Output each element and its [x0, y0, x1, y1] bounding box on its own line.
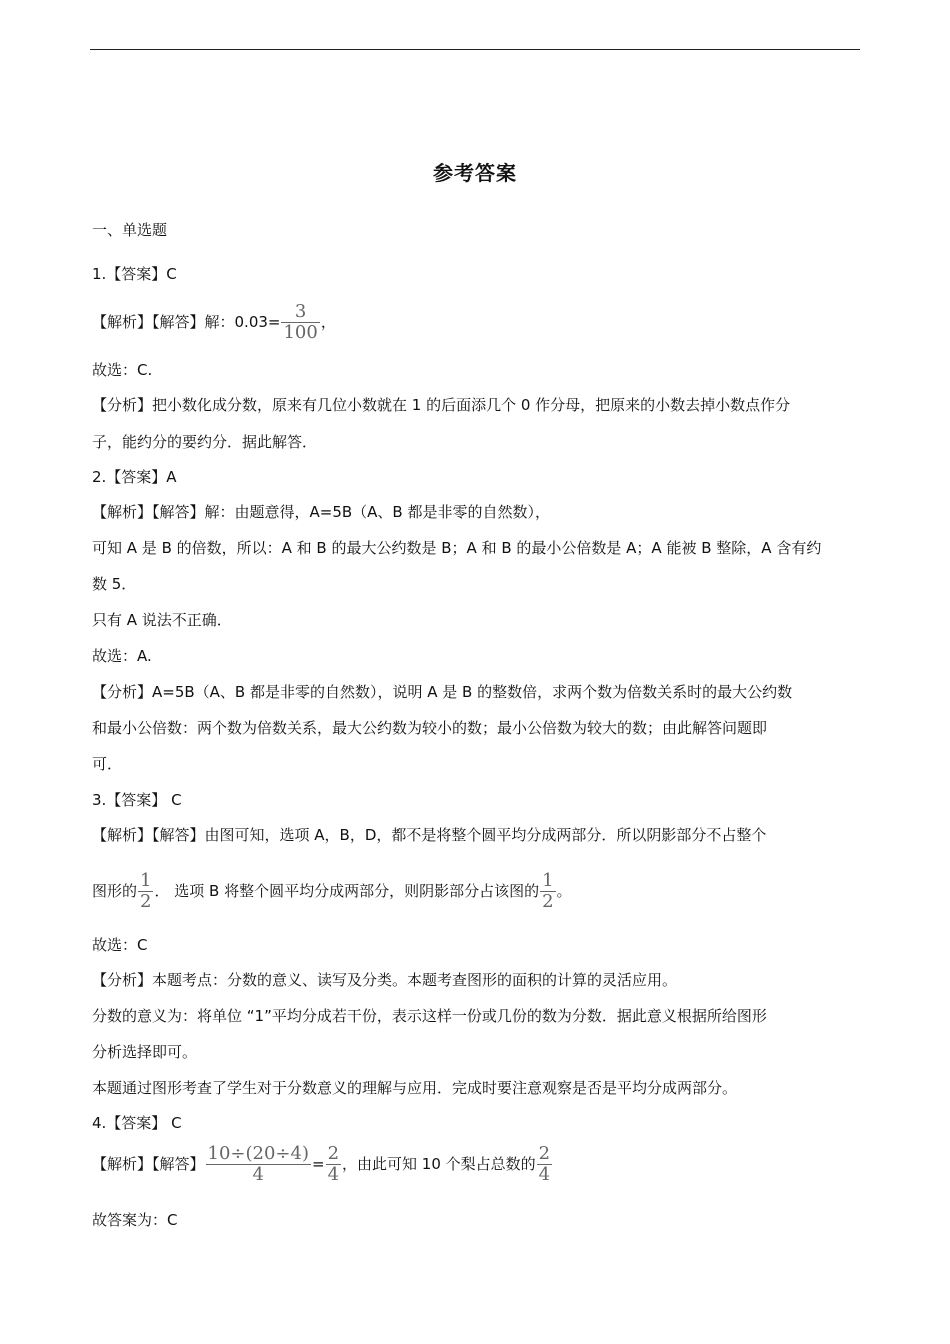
q4-fraction-3 [537, 1145, 552, 1184]
q4-analysis-mid: ，由此可知 10 个梨占总数的 [342, 1155, 536, 1173]
q4-fraction-1 [206, 1145, 311, 1184]
q1-frac-num: 3 [294, 301, 307, 322]
q4-analysis-prefix: 【解析】【解答】 [92, 1155, 205, 1173]
page-title: 参考答案 [433, 161, 517, 185]
q3-frac1-num: 1 [140, 870, 152, 891]
q3-fraction-1 [138, 872, 153, 911]
q3-explain-4: 本题通过图形考查了学生对于分数意义的理解与应用．完成时要注意观察是否是平均分成两部分。 [92, 1079, 738, 1097]
q4-eq: = [312, 1155, 325, 1173]
q3-analysis-2 [92, 872, 572, 911]
q3-explain-3: 分析选择即可。 [92, 1043, 198, 1061]
q4-frac3-den: 4 [538, 1164, 551, 1185]
q1-frac-den: 100 [283, 322, 318, 343]
q3-answer: 3.【答案】 C [92, 791, 182, 809]
q1-choose: 故选：C. [92, 361, 153, 379]
q3-choose: 故选：C [92, 936, 148, 954]
q4-answer: 4.【答案】 C [92, 1114, 182, 1132]
q2-answer: 2.【答案】A [92, 468, 177, 486]
q3-explain-1: 【分析】本题考点：分数的意义、读写及分类。本题考查图形的面积的计算的灵活应用。 [92, 971, 678, 989]
q3-frac2-num: 1 [542, 870, 554, 891]
q3-frac1-den: 2 [140, 891, 152, 912]
q3-analysis-2c: 。 [556, 882, 572, 900]
q4-frac2-num: 2 [327, 1143, 340, 1164]
q2-analysis-2: 可知 A 是 B 的倍数，所以：A 和 B 的最大公约数是 B；A 和 B 的最小公倍数是 A；A 能被 B 整除，A 含有约 [92, 539, 822, 557]
q3-frac2-den: 2 [542, 891, 554, 912]
q4-fraction-2 [326, 1145, 341, 1184]
q3-analysis-2a: 图形的 [92, 882, 138, 900]
q3-explain-2: 分数的意义为：将单位 “1”平均分成若干份，表示这样一份或几份的数为分数．据此意义根据所给图形 [92, 1007, 767, 1025]
q2-choose: 故选：A. [92, 647, 152, 665]
q1-analysis [92, 303, 336, 342]
q4-analysis [92, 1145, 553, 1184]
q2-analysis-4: 只有 A 说法不正确． [92, 611, 232, 629]
q3-analysis-1: 【解析】【解答】由图可知，选项 A，B，D，都不是将整个圆平均分成两部分．所以阴影部分不占整个 [92, 826, 767, 844]
q1-fraction [281, 303, 319, 342]
q2-explain-2: 和最小公倍数：两个数为倍数关系，最大公约数为较小的数；最小公倍数为较大的数；由此解答问题即 [92, 719, 768, 737]
q1-answer: 1.【答案】C [92, 265, 177, 283]
q1-analysis-prefix: 【解析】【解答】解：0.03= [92, 313, 281, 331]
q3-fraction-2 [540, 872, 555, 911]
q4-frac3-num: 2 [538, 1143, 551, 1164]
q2-explain-1: 【分析】A=5B（A、B 都是非零的自然数），说明 A 是 B 的整数倍，求两个数为倍数关系时的最大公约数 [92, 683, 793, 701]
q4-frac2-den: 4 [327, 1164, 340, 1185]
q4-choose: 故答案为：C [92, 1211, 178, 1229]
q2-analysis-3: 数 5． [92, 575, 137, 593]
q4-frac1-num: 10÷(20÷4) [207, 1143, 309, 1164]
q2-analysis-1: 【解析】【解答】解：由题意得，A=5B（A、B 都是非零的自然数）， [92, 503, 550, 521]
section-heading: 一、单选题 [92, 221, 168, 239]
q4-frac1-den: 4 [252, 1164, 264, 1185]
q1-analysis-suffix: ， [320, 313, 336, 331]
q2-explain-3: 可． [92, 755, 123, 773]
header-rule [90, 49, 860, 50]
q3-analysis-2b: ． 选项 B 将整个圆平均分成两部分，则阴影部分占该图的 [154, 882, 540, 900]
q1-explain-2: 子，能约分的要约分．据此解答． [92, 433, 318, 451]
q1-explain-1: 【分析】把小数化成分数，原来有几位小数就在 1 的后面添几个 0 作分母，把原来的小数去掉小数点作分 [92, 396, 791, 414]
